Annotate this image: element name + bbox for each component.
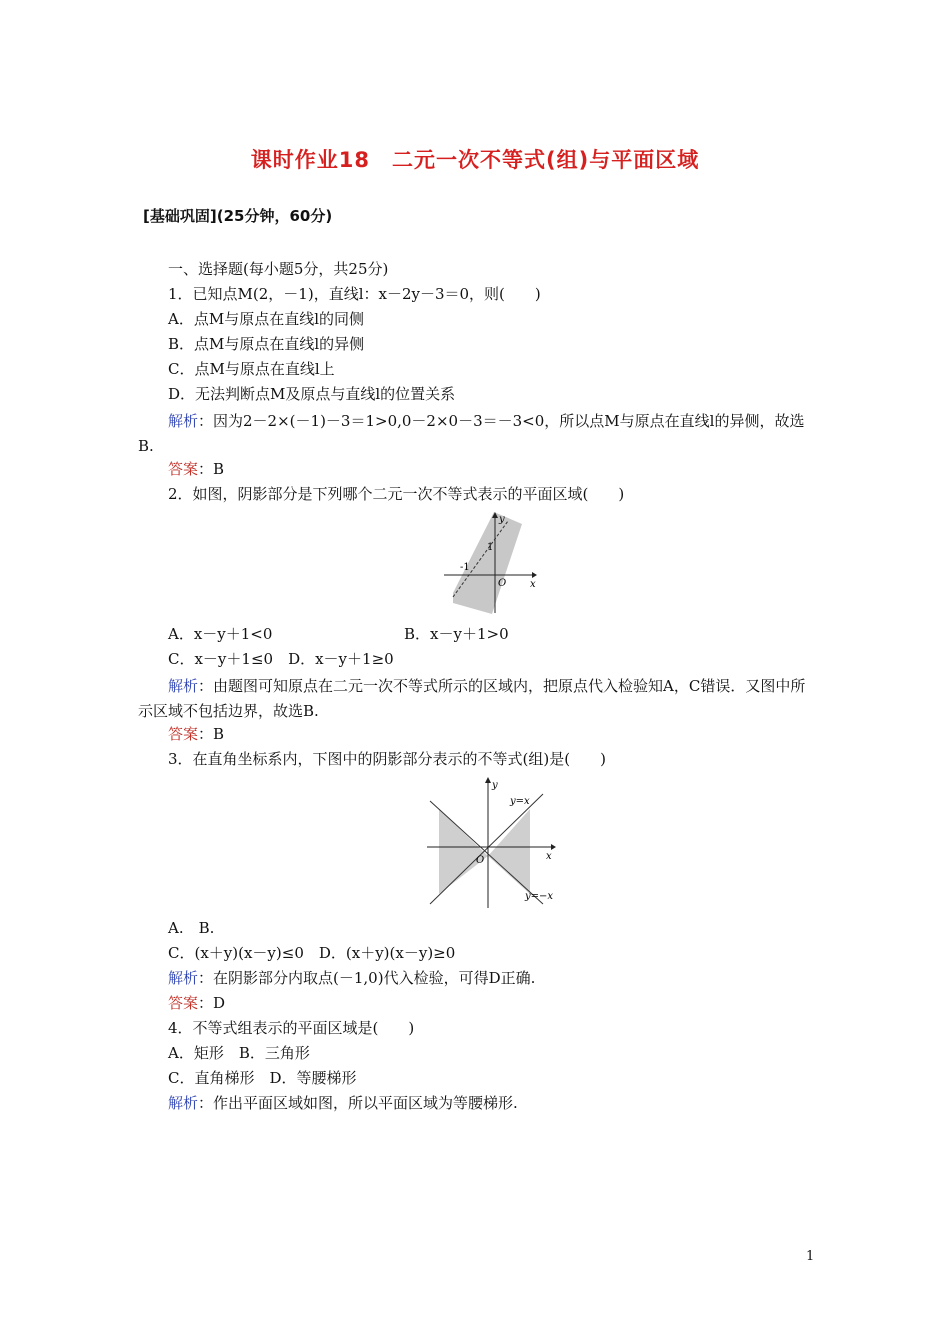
shaded-left <box>439 809 488 894</box>
q1-option-b: B．点M与原点在直线l的异侧 <box>168 335 365 353</box>
q1-explanation <box>138 409 818 459</box>
q4-option-cd: C．直角梯形 D．等腰梯形 <box>168 1069 357 1087</box>
explanation-label: 解析 <box>168 677 199 695</box>
q3-stem: 3．在直角坐标系内，下图中的阴影部分表示的不等式(组)是( ) <box>168 750 606 768</box>
origin-label: O <box>498 578 507 589</box>
shaded-right <box>488 809 530 894</box>
q2-explanation <box>138 674 818 724</box>
q1-option-d: D．无法判断点M及原点与直线l的位置关系 <box>168 385 456 403</box>
answer-text: ：B <box>198 460 225 478</box>
q2-option-a: A．x－y＋1<0 <box>168 625 273 643</box>
answer-label: 答案 <box>168 994 199 1012</box>
tick-1: 1 <box>487 542 494 553</box>
q2-answer <box>168 724 224 744</box>
q3-option-cd: C．(x＋y)(x－y)≤0 D．(x＋y)(x－y)≥0 <box>168 944 456 962</box>
tick-neg1: -1 <box>460 562 470 573</box>
q1-option-a: A．点M与原点在直线l的同侧 <box>168 310 364 328</box>
origin-label: O <box>476 855 485 866</box>
explanation-label: 解析 <box>168 1094 199 1112</box>
explanation-text: ：因为2－2×(－1)－3＝1>0,0－2×0－3＝－3<0，所以点M与原点在直线l的异侧，故选B. <box>138 412 805 455</box>
explanation-label: 解析 <box>168 969 199 987</box>
q3-answer <box>168 993 225 1013</box>
q1-option-c: C．点M与原点在直线l上 <box>168 360 335 378</box>
explanation-text: ：在阴影部分内取点(－1,0)代入检验，可得D正确. <box>198 969 536 987</box>
q1-stem: 1．已知点M(2，－1)，直线l：x－2y－3＝0，则( ) <box>168 285 541 303</box>
y-label: y <box>492 780 498 791</box>
line-label-y-neg-x: y=−x <box>525 891 554 902</box>
q2-stem: 2．如图，阴影部分是下列哪个二元一次不等式表示的平面区域( ) <box>168 485 625 503</box>
q3-explanation <box>168 968 535 988</box>
page-number: 1 <box>806 1249 815 1264</box>
q4-stem: 4．不等式组表示的平面区域是( ) <box>168 1019 415 1037</box>
q3-figure <box>425 776 560 910</box>
x-axis-arrow <box>551 844 556 850</box>
x-axis-arrow <box>532 572 537 578</box>
q3-option-ab: A. B. <box>168 919 215 937</box>
q2-option-cd: C．x－y＋1≤0 D．x－y＋1≥0 <box>168 650 394 668</box>
x-label: x <box>530 579 536 590</box>
section-heading: [基础巩固](25分钟，60分) <box>143 207 333 225</box>
answer-text: ：B <box>198 725 225 743</box>
explanation-text: ：由题图可知原点在二元一次不等式所示的区域内，把原点代入检验知A，C错误．又图中所示区域不包括边界，故选B. <box>138 677 806 720</box>
q4-explanation <box>168 1093 518 1113</box>
y-axis-arrow <box>485 777 491 783</box>
q2-figure <box>440 510 540 614</box>
line-label-y-x: y=x <box>510 796 530 807</box>
y-label: y <box>499 514 505 525</box>
page-title: 课时作业18 二元一次不等式(组)与平面区域 <box>250 148 700 172</box>
q2-option-b: B．x－y＋1>0 <box>404 625 509 643</box>
answer-text: ：D <box>198 994 226 1012</box>
explanation-text: ：作出平面区域如图，所以平面区域为等腰梯形. <box>198 1094 518 1112</box>
q4-option-ab: A．矩形 B．三角形 <box>168 1044 310 1062</box>
answer-label: 答案 <box>168 460 199 478</box>
part-heading: 一、选择题(每小题5分，共25分) <box>168 260 389 278</box>
q1-answer <box>168 459 224 479</box>
explanation-label: 解析 <box>168 412 199 430</box>
answer-label: 答案 <box>168 725 199 743</box>
x-label: x <box>546 851 552 862</box>
